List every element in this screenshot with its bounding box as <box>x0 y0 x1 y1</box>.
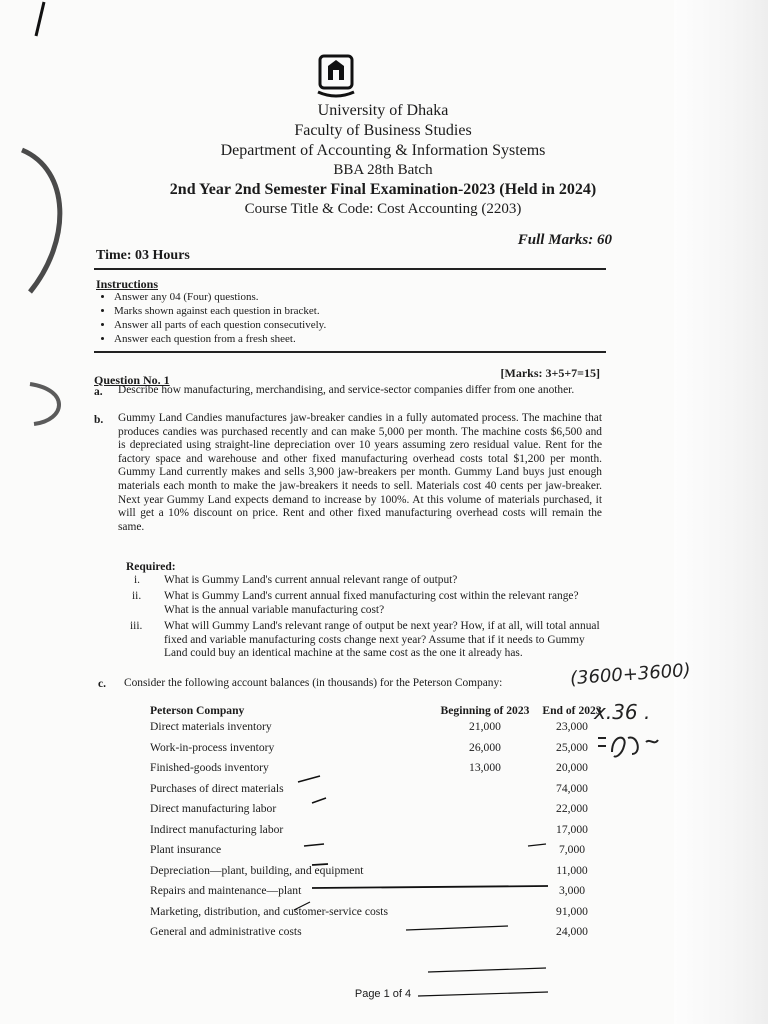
account-name: Repairs and maintenance—plant <box>150 884 302 898</box>
beginning-value: 13,000 <box>469 761 501 775</box>
account-name: General and administrative costs <box>150 925 302 939</box>
handwritten-scribble <box>594 728 664 762</box>
handwritten-note: (3600+3600) <box>569 659 692 690</box>
end-value: 25,000 <box>556 740 588 754</box>
instruction-item: • Answer any 04 (Four) questions. <box>114 290 634 304</box>
university-name: University of Dhaka <box>317 102 449 119</box>
exam-time: Time: 03 Hours <box>96 248 190 263</box>
table-company-header: Peterson Company <box>150 703 245 717</box>
exam-sheet <box>88 40 678 1000</box>
column-header-beginning: Beginning of 2023 <box>440 703 530 717</box>
sub-question-number: iii. <box>130 620 143 632</box>
sub-question-number: ii. <box>132 590 142 602</box>
pen-strokes <box>288 770 618 1000</box>
instruction-item: • Marks shown against each question in bracket. <box>114 304 634 318</box>
batch: BBA 28th Batch <box>333 162 433 178</box>
handwritten-note: x.36 . <box>594 700 651 724</box>
account-name: Work-in-process inventory <box>150 740 275 754</box>
part-c-label: c. <box>98 678 106 690</box>
question-marks: [Marks: 3+5+7=15] <box>500 366 600 380</box>
department-name: Department of Accounting & Information Systems <box>220 142 546 159</box>
account-name: Marketing, distribution, and customer-service costs <box>150 904 389 918</box>
sub-question-text: What is Gummy Land's current annual fixed manufacturing cost within the relevant range? What is the annual variable manufacturing cost? <box>164 590 579 616</box>
divider <box>94 351 606 353</box>
instruction-item: • Answer all parts of each question consecutively. <box>114 318 634 332</box>
end-value: 17,000 <box>556 822 588 836</box>
end-value: 7,000 <box>558 843 586 857</box>
account-name: Indirect manufacturing labor <box>150 822 284 836</box>
faculty-name: Faculty of Business Studies <box>294 122 472 139</box>
sub-question-text: What is Gummy Land's current annual relevant range of output? <box>164 574 458 586</box>
table-row <box>150 737 614 758</box>
university-logo-icon <box>314 50 358 100</box>
divider <box>94 268 606 270</box>
instruction-item: • Answer each question from a fresh sheet. <box>114 332 634 346</box>
end-value: 22,000 <box>556 802 588 816</box>
table-row <box>150 717 614 738</box>
page-number: Page 1 of 4 <box>354 988 412 1000</box>
page-right-edge <box>674 0 768 1024</box>
part-b-label: b. <box>94 414 104 426</box>
question-heading: Question No. 1 <box>94 373 170 387</box>
part-a-text: Describe how manufacturing, merchandising, and service-sector companies differ from one another. <box>118 384 575 396</box>
end-value: 11,000 <box>556 863 588 877</box>
end-value: 74,000 <box>556 781 588 795</box>
account-name: Plant insurance <box>150 843 222 857</box>
full-marks: Full Marks: 60 <box>517 232 612 248</box>
end-value: 3,000 <box>558 884 586 898</box>
account-name: Finished-goods inventory <box>150 761 269 775</box>
account-name: Direct materials inventory <box>150 720 272 734</box>
margin-pen-marks <box>0 0 80 460</box>
end-value: 23,000 <box>556 720 588 734</box>
part-b-text: Gummy Land Candies manufactures jaw-breaker candies in a fully automated process. The machine that produces candies was purchased recently and can make 5,000 per month. The machine costs $6,500 and is depreciated using straight-line depreciation over 10 years assuming zero residual value. Rent for the factory space and warehouse and other fixed manufacturing overhead costs total $1,200 per month. Gummy Land currently makes and sells 3,900 jaw-breakers per month. Gummy Land buys just enough materials each month to make the jaw-breakers it needs to sell. Materials cost 40 cents per jaw-breaker. Next year Gummy Land expects demand to increase by 100%. At this volume of materials purchased, it will get a 10% discount on price. Rent and other fixed manufacturing overhead costs will remain the same. <box>118 412 602 533</box>
end-value: 91,000 <box>556 904 588 918</box>
instructions-heading: Instructions <box>96 277 159 291</box>
instructions-list <box>98 290 634 346</box>
account-name: Depreciation—plant, building, and equipment <box>150 863 364 877</box>
end-value: 24,000 <box>556 925 588 939</box>
exam-title: 2nd Year 2nd Semester Final Examination-2023 (Held in 2024) <box>169 181 597 198</box>
beginning-value: 21,000 <box>469 720 501 734</box>
sub-question-text: What will Gummy Land's relevant range of output be next year? How, if at all, will total annual fixed and variable manufacturing costs change next year? Assume that if it needs to Gummy Land could buy an identical machine at the same cost as the one it already has. <box>164 620 600 660</box>
part-a-label: a. <box>94 386 103 398</box>
end-value: 20,000 <box>556 761 588 775</box>
sub-question-number: i. <box>134 574 141 586</box>
column-header-end: End of 2023 <box>542 703 602 717</box>
beginning-value: 26,000 <box>469 740 501 754</box>
account-name: Direct manufacturing labor <box>150 802 277 816</box>
required-heading: Required: <box>126 561 176 573</box>
part-c-text: Consider the following account balances (in thousands) for the Peterson Company: <box>124 677 503 689</box>
account-name: Purchases of direct materials <box>150 781 284 795</box>
table-header-row <box>150 696 614 717</box>
course-title: Course Title & Code: Cost Accounting (2203) <box>244 201 522 217</box>
